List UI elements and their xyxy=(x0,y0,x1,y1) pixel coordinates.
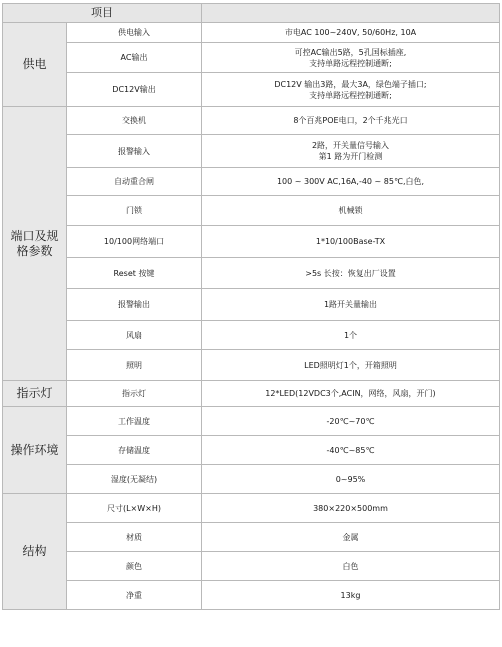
spec-row xyxy=(3,258,500,289)
spec-row xyxy=(3,226,500,258)
value-cell xyxy=(202,552,500,581)
item-cell: 风扇 xyxy=(67,321,202,350)
item-cell: 报警输入 xyxy=(67,135,202,168)
value-line: 金属 xyxy=(342,532,359,542)
spec-row xyxy=(3,407,500,436)
spec-row xyxy=(3,135,500,168)
spec-table-body xyxy=(3,4,500,610)
value-line: 支持单路远程控制通断; xyxy=(309,58,392,68)
value-cell xyxy=(202,436,500,465)
item-cell: 存储温度 xyxy=(67,436,202,465)
spec-row xyxy=(3,168,500,196)
spec-row xyxy=(3,350,500,381)
value-cell xyxy=(202,226,500,258)
value-cell xyxy=(202,523,500,552)
spec-row xyxy=(3,289,500,321)
spec-row xyxy=(3,381,500,407)
value-cell xyxy=(202,381,500,407)
value-cell xyxy=(202,581,500,610)
category-cell: 操作环境 xyxy=(3,407,67,494)
item-cell: 报警输出 xyxy=(67,289,202,321)
item-cell: 指示灯 xyxy=(67,381,202,407)
header-value-cell xyxy=(202,4,500,23)
value-cell xyxy=(202,258,500,289)
value-line: 8个百兆POE电口，2个千兆光口 xyxy=(293,116,408,125)
spec-row xyxy=(3,73,500,107)
item-cell: Reset 按键 xyxy=(67,258,202,289)
spec-row xyxy=(3,196,500,226)
value-cell xyxy=(202,107,500,135)
value-cell xyxy=(202,168,500,196)
value-cell xyxy=(202,43,500,73)
item-cell: DC12V输出 xyxy=(67,73,202,107)
value-cell xyxy=(202,407,500,436)
value-line: 市电AC 100~240V, 50/60Hz, 10A xyxy=(284,28,417,37)
category-cell: 供电 xyxy=(3,23,67,107)
spec-row xyxy=(3,107,500,135)
value-line: 第1 路为开门检测 xyxy=(318,152,383,161)
value-line: DC12V 输出3路，最大3A，绿色端子插口; xyxy=(274,79,427,89)
category-cell: 指示灯 xyxy=(3,381,67,407)
item-cell: 10/100网络端口 xyxy=(67,226,202,258)
value-line: 100 ~ 300V AC,16A,-40 ~ 85℃,白色, xyxy=(276,177,425,186)
value-line: 可控AC输出5路，5孔国标插座, xyxy=(294,47,407,57)
spec-row xyxy=(3,581,500,610)
item-cell: 净重 xyxy=(67,581,202,610)
item-cell: 供电输入 xyxy=(67,23,202,43)
header-row xyxy=(3,4,500,23)
value-line: 2路，开关量信号输入 xyxy=(311,141,390,150)
value-line: 1路开关量输出 xyxy=(323,300,378,309)
value-line: LED照明灯1个，开箱照明 xyxy=(304,360,397,370)
value-line: 1个 xyxy=(343,330,358,340)
value-line: 12*LED(12VDC3个,ACIN，网络，风扇，开门) xyxy=(265,389,436,398)
spec-row xyxy=(3,43,500,73)
value-cell xyxy=(202,321,500,350)
value-cell xyxy=(202,350,500,381)
spec-table xyxy=(2,3,500,610)
item-cell: 照明 xyxy=(67,350,202,381)
spec-row xyxy=(3,494,500,523)
item-cell: 湿度(无凝结) xyxy=(67,465,202,494)
item-cell: AC输出 xyxy=(67,43,202,73)
spec-row xyxy=(3,552,500,581)
value-cell xyxy=(202,494,500,523)
value-line: 支持单路远程控制通断; xyxy=(309,90,392,100)
spec-row xyxy=(3,436,500,465)
spec-row xyxy=(3,321,500,350)
value-cell xyxy=(202,289,500,321)
value-cell xyxy=(202,73,500,107)
item-cell: 交换机 xyxy=(67,107,202,135)
item-cell: 自动重合闸 xyxy=(67,168,202,196)
value-line: 0~95% xyxy=(335,474,366,484)
item-cell: 材质 xyxy=(67,523,202,552)
item-cell: 尺寸(L×W×H) xyxy=(67,494,202,523)
item-cell: 门锁 xyxy=(67,196,202,226)
category-cell: 端口及规格参数 xyxy=(3,107,67,381)
value-line: -20℃~70℃ xyxy=(326,416,375,426)
value-line: 1*10/100Base-TX xyxy=(315,237,386,246)
value-cell xyxy=(202,465,500,494)
header-item-cell: 项目 xyxy=(3,4,202,23)
value-line: >5s 长按：恢复出厂设置 xyxy=(305,268,396,278)
item-cell: 工作温度 xyxy=(67,407,202,436)
item-cell: 颜色 xyxy=(67,552,202,581)
spec-row xyxy=(3,465,500,494)
category-cell: 结构 xyxy=(3,494,67,610)
value-line: 13kg xyxy=(340,590,361,600)
value-line: 机械锁 xyxy=(338,206,363,215)
value-cell xyxy=(202,23,500,43)
spec-row xyxy=(3,523,500,552)
value-line: -40℃~85℃ xyxy=(326,445,375,455)
spec-row xyxy=(3,23,500,43)
value-line: 380×220×500mm xyxy=(313,503,388,513)
value-line: 白色 xyxy=(342,561,359,571)
value-cell xyxy=(202,196,500,226)
value-cell xyxy=(202,135,500,168)
